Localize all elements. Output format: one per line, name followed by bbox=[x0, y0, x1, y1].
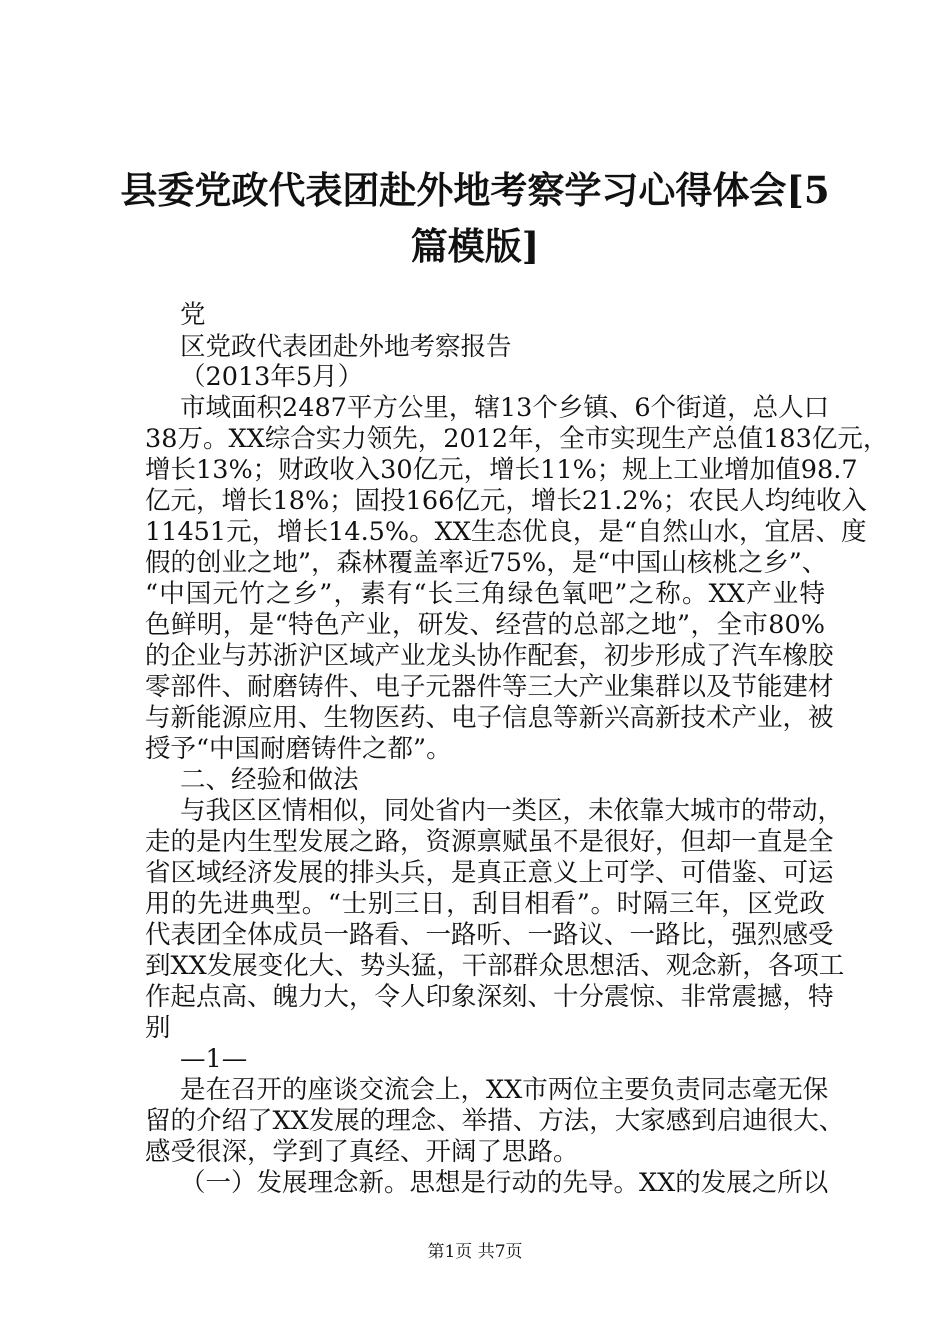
section-heading: 二、经验和做法 bbox=[180, 765, 359, 795]
text-line: 与我区区情相似，同处省内一类区，未依靠大城市的带动， bbox=[180, 796, 844, 826]
text-line: 零部件、耐磨铸件、电子元器件等三大产业集群以及节能建材 bbox=[145, 672, 834, 702]
text-line: 用的先进典型。“士别三日，刮目相看”。时隔三年，区党政 bbox=[145, 889, 825, 919]
text-line: 亿元，增长18%；固投166亿元，增长21.2%；农民人均纯收入 bbox=[145, 486, 867, 516]
text-line: 市域面积2487平方公里，辖13个乡镇、6个街道，总人口 bbox=[180, 393, 830, 423]
text-line: “中国元竹之乡”，素有“长三角绿色氧吧”之称。XX产业特 bbox=[145, 579, 825, 609]
text-line: 的企业与苏浙沪区域产业龙头协作配套，初步形成了汽车橡胶 bbox=[145, 641, 834, 671]
text-line: 授予“中国耐磨铸件之都”。 bbox=[145, 734, 452, 764]
page-footer: 第1页 共7页 bbox=[427, 1242, 523, 1262]
text-line: 11451元，增长14.5%。XX生态优良，是“自然山水，宜居、度 bbox=[145, 517, 867, 547]
text-line: 作起点高、魄力大，令人印象深刻、十分震惊、非常震撼，特 bbox=[145, 982, 834, 1012]
text-line: 假的创业之地”，森林覆盖率近75%，是“中国山核桃之乡”、 bbox=[145, 548, 828, 578]
text-line: 省区域经济发展的排头兵，是真正意义上可学、可借鉴、可运 bbox=[145, 858, 834, 888]
text-line: 别 bbox=[145, 1013, 171, 1043]
text-line: 感受很深，学到了真经、开阔了思路。 bbox=[145, 1137, 579, 1167]
text-line: 色鲜明，是“特色产业，研发、经营的总部之地”，全市80% bbox=[145, 610, 825, 640]
text-line: 留的介绍了XX发展的理念、举措、方法，大家感到启迪很大、 bbox=[145, 1106, 845, 1136]
text-line: （2013年5月） bbox=[180, 362, 364, 392]
document-title-line-1: 县委党政代表团赴外地考察学习心得体会[5 bbox=[120, 168, 830, 212]
text-line: 增长13%；财政收入30亿元，增长11%；规上工业增加值98.7 bbox=[145, 455, 858, 485]
text-line: 党 bbox=[180, 300, 206, 330]
subsection-heading: （一）发展理念新。思想是行动的先导。XX的发展之所以 bbox=[180, 1168, 829, 1198]
page-marker: —1— bbox=[180, 1044, 248, 1074]
text-line: 到XX发展变化大、势头猛，干部群众思想活、观念新，各项工 bbox=[145, 951, 845, 981]
text-line: 38万。XX综合实力领先，2012年，全市实现生产总值183亿元， bbox=[145, 424, 889, 454]
text-line: 与新能源应用、生物医药、电子信息等新兴高新技术产业，被 bbox=[145, 703, 834, 733]
text-line: 代表团全体成员一路看、一路听、一路议、一路比，强烈感受 bbox=[145, 920, 834, 950]
text-line: 走的是内生型发展之路，资源禀赋虽不是很好，但却一直是全 bbox=[145, 827, 834, 857]
text-line: 是在召开的座谈交流会上，XX市两位主要负责同志毫无保 bbox=[180, 1075, 829, 1105]
text-line: 区党政代表团赴外地考察报告 bbox=[180, 332, 512, 362]
document-title-line-2: 篇模版] bbox=[410, 224, 540, 268]
